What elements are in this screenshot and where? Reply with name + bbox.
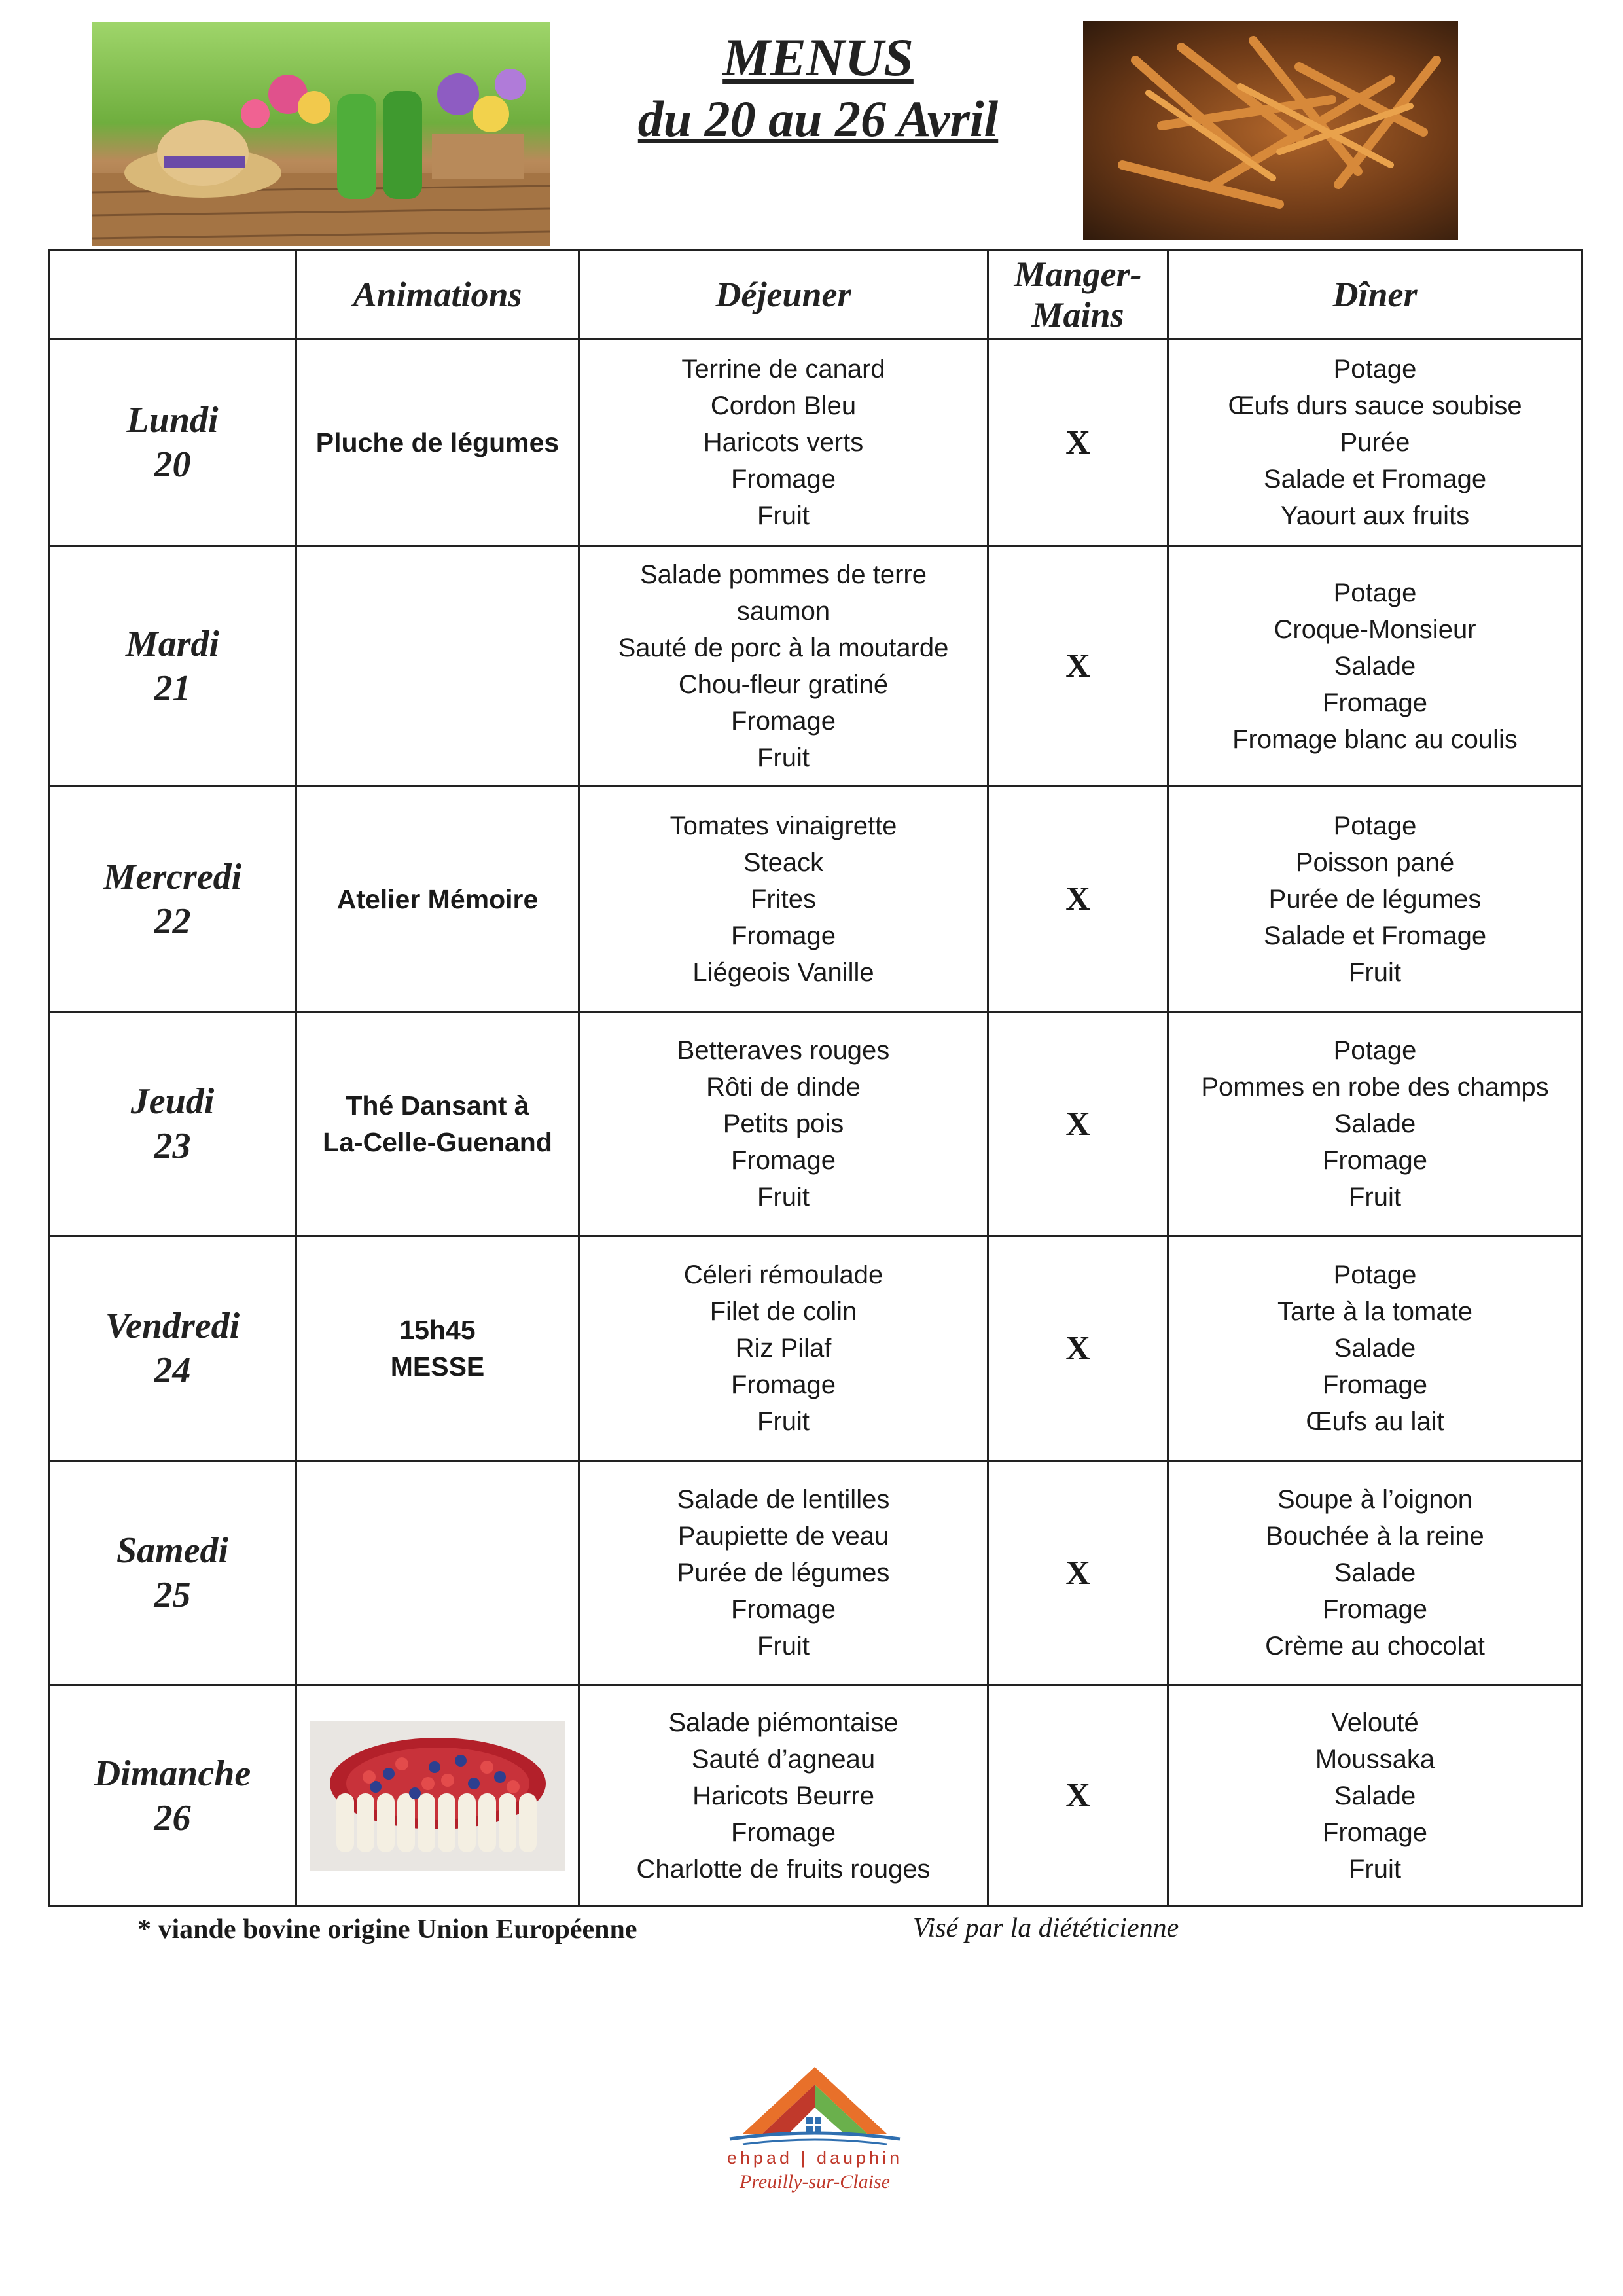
menu-item: Steack	[743, 848, 824, 877]
menu-item: Bouchée à la reine	[1266, 1522, 1484, 1551]
day-cell	[49, 787, 296, 1012]
fries-photo	[1083, 21, 1458, 240]
day-name: Lundi	[126, 400, 219, 440]
ehpad-logo	[710, 2062, 919, 2219]
day-cell	[49, 1236, 296, 1461]
menu-item: Fruit	[757, 1407, 810, 1436]
table-row	[49, 1461, 1582, 1685]
menu-item: Salade et Fromage	[1263, 921, 1487, 950]
title-line-1: MENUS	[722, 27, 914, 87]
menu-item: Potage	[1333, 578, 1417, 607]
manger-mains-mark: X	[988, 787, 1168, 1012]
day-number: 21	[154, 668, 191, 709]
animation-line: Pluche de légumes	[315, 427, 560, 457]
manger-mains-mark: X	[988, 340, 1168, 546]
menu-item: Velouté	[1331, 1708, 1419, 1737]
day-cell	[49, 340, 296, 546]
animation-line: 15h45	[399, 1315, 476, 1345]
day-name: Samedi	[116, 1530, 229, 1571]
menu-item: Cordon Bleu	[710, 391, 857, 420]
house-roof-icon	[717, 2062, 913, 2147]
day-number: 22	[154, 901, 191, 942]
animation-line: Thé Dansant à	[346, 1090, 529, 1121]
day-cell	[49, 1012, 296, 1236]
diner-cell	[1168, 787, 1582, 1012]
day-name: Mardi	[125, 623, 220, 664]
menu-item: Salade pommes de terre	[639, 560, 927, 589]
menu-item: Salade	[1334, 1558, 1416, 1587]
manger-mains-mark: X	[988, 546, 1168, 787]
day-name: Mercredi	[103, 856, 242, 897]
menu-item: Charlotte de fruits rouges	[636, 1854, 931, 1884]
day-cell	[49, 1461, 296, 1685]
menu-item: Œufs au lait	[1306, 1407, 1444, 1436]
animation-cell	[296, 1236, 579, 1461]
manger-mains-mark: X	[988, 1685, 1168, 1907]
header-manger-mains-line1: Manger-	[1014, 255, 1142, 294]
day-number: 23	[154, 1126, 191, 1166]
menu-item: Salade et Fromage	[1263, 465, 1487, 493]
menu-item: Pommes en robe des champs	[1201, 1073, 1549, 1102]
dejeuner-cell	[579, 1685, 988, 1907]
menu-item: Purée	[1340, 428, 1410, 457]
menu-item: Crème au chocolat	[1265, 1632, 1485, 1660]
diner-cell	[1168, 1012, 1582, 1236]
dejeuner-cell	[579, 546, 988, 787]
menu-item: Soupe à l’oignon	[1277, 1485, 1473, 1514]
menu-item: Yaourt aux fruits	[1280, 501, 1470, 530]
menu-item: Petits pois	[722, 1109, 844, 1138]
menu-item: Fromage	[1322, 1146, 1428, 1175]
charlotte-cake-photo	[310, 1721, 565, 1871]
animation-cell	[296, 1012, 579, 1236]
logo-town: Preuilly-sur-Claise	[740, 2171, 890, 2193]
menu-item: Fromage	[1322, 1595, 1428, 1624]
header-animations: Animations	[296, 250, 579, 340]
menu-item: Fromage	[730, 921, 836, 950]
header-diner: Dîner	[1168, 250, 1582, 340]
menu-item: Fruit	[1349, 1854, 1401, 1884]
day-number: 24	[154, 1350, 191, 1391]
menu-item: Fromage	[730, 1595, 836, 1624]
dejeuner-cell	[579, 1236, 988, 1461]
day-name: Dimanche	[94, 1753, 251, 1794]
menu-item: Œufs durs sauce soubise	[1228, 391, 1522, 420]
dietician-note: Visé par la diététicienne	[913, 1913, 1179, 1943]
menu-item: Fruit	[1349, 958, 1401, 987]
dejeuner-cell	[579, 1461, 988, 1685]
menu-item: Filet de colin	[709, 1297, 857, 1326]
menu-table	[48, 249, 1583, 1907]
diner-cell	[1168, 1461, 1582, 1685]
manger-mains-mark: X	[988, 1236, 1168, 1461]
menu-item: Salade	[1334, 651, 1416, 681]
animation-cell	[296, 546, 579, 787]
menu-item: Haricots verts	[703, 428, 864, 457]
menu-item: Fromage	[1322, 1371, 1428, 1399]
day-name: Jeudi	[130, 1081, 215, 1122]
animation-line: Atelier Mémoire	[336, 884, 539, 914]
menu-item: Tarte à la tomate	[1277, 1297, 1472, 1326]
menu-item: Moussaka	[1315, 1744, 1435, 1774]
menu-item: Salade	[1334, 1334, 1416, 1363]
title-line-2: du 20 au 26 Avril	[637, 90, 999, 147]
menu-item: Potage	[1333, 355, 1417, 384]
menu-item: Fromage	[730, 1146, 836, 1175]
manger-mains-mark: X	[988, 1461, 1168, 1685]
animation-cell	[296, 340, 579, 546]
header-manger-mains-line2: Mains	[1031, 295, 1124, 334]
menu-item: Salade de lentilles	[677, 1485, 890, 1514]
manger-mains-mark: X	[988, 1012, 1168, 1236]
day-name: Vendredi	[105, 1306, 240, 1346]
dejeuner-cell	[579, 1012, 988, 1236]
menu-item: Potage	[1333, 1261, 1417, 1289]
menu-item: Salade	[1334, 1109, 1416, 1138]
menu-item: Liégeois Vanille	[692, 958, 874, 987]
menu-item: Fromage	[730, 706, 836, 736]
menu-item: Fromage blanc au coulis	[1232, 725, 1518, 754]
menu-item: Tomates vinaigrette	[669, 811, 897, 840]
diner-cell	[1168, 1685, 1582, 1907]
menu-item: Sauté d’agneau	[691, 1744, 876, 1774]
header-blank	[49, 250, 296, 340]
day-cell	[49, 546, 296, 787]
menu-item: Purée de légumes	[1268, 884, 1482, 914]
animation-cell	[296, 1685, 579, 1907]
day-number: 20	[154, 444, 191, 485]
diner-cell	[1168, 340, 1582, 546]
menu-item: Sauté de porc à la moutarde	[618, 633, 949, 662]
menu-item: Riz Pilaf	[735, 1334, 832, 1363]
menu-item: Potage	[1333, 1036, 1417, 1065]
header-manger-mains	[988, 250, 1168, 340]
menu-item: Chou-fleur gratiné	[678, 670, 889, 699]
dejeuner-cell	[579, 340, 988, 546]
diner-cell	[1168, 546, 1582, 787]
garden-photo	[92, 22, 550, 246]
animation-line: MESSE	[390, 1352, 485, 1382]
menu-item: Fruit	[1349, 1183, 1401, 1211]
menu-item: Fromage	[730, 1818, 836, 1847]
menu-item: Rôti de dinde	[706, 1073, 861, 1102]
menu-item: Haricots Beurre	[692, 1781, 874, 1810]
menu-item: Fruit	[757, 501, 810, 530]
menu-item: Salade piémontaise	[668, 1708, 899, 1737]
header-row	[49, 250, 1582, 340]
menu-item: Purée de légumes	[677, 1558, 890, 1587]
menu-item: Terrine de canard	[681, 355, 885, 384]
logo-brand: ehpad | dauphin	[726, 2148, 903, 2168]
menu-item: Fromage	[730, 465, 836, 493]
menu-item: Paupiette de veau	[677, 1522, 889, 1551]
animation-line: La-Celle-Guenand	[323, 1127, 552, 1157]
menu-item: Fromage	[1322, 1818, 1428, 1847]
table-row	[49, 1685, 1582, 1907]
menu-item: Potage	[1333, 811, 1417, 840]
menu-item: Betteraves rouges	[677, 1036, 890, 1065]
day-number: 26	[154, 1797, 191, 1839]
menu-item: Salade	[1334, 1781, 1416, 1810]
animation-cell	[296, 787, 579, 1012]
header-dejeuner: Déjeuner	[579, 250, 988, 340]
table-row	[49, 1236, 1582, 1461]
menu-item: Fruit	[757, 1632, 810, 1660]
menu-item: Croque-Monsieur	[1274, 615, 1476, 644]
menu-item: Fromage	[1322, 688, 1428, 717]
animation-cell	[296, 1461, 579, 1685]
dejeuner-cell	[579, 787, 988, 1012]
table-row	[49, 340, 1582, 546]
table-row	[49, 546, 1582, 787]
diner-cell	[1168, 1236, 1582, 1461]
table-row	[49, 1012, 1582, 1236]
menu-item: Fruit	[757, 743, 810, 772]
menu-item: Fruit	[757, 1183, 810, 1211]
menu-item: Fromage	[730, 1371, 836, 1399]
menu-item: Frites	[751, 884, 816, 914]
page-title	[576, 26, 1060, 149]
day-number: 25	[154, 1575, 191, 1615]
footnote: * viande bovine origine Union Européenne	[137, 1914, 637, 1945]
menu-item: Poisson pané	[1295, 848, 1455, 877]
day-cell	[49, 1685, 296, 1907]
menu-item: saumon	[736, 596, 830, 626]
table-row	[49, 787, 1582, 1012]
menu-item: Céleri rémoulade	[683, 1261, 883, 1289]
